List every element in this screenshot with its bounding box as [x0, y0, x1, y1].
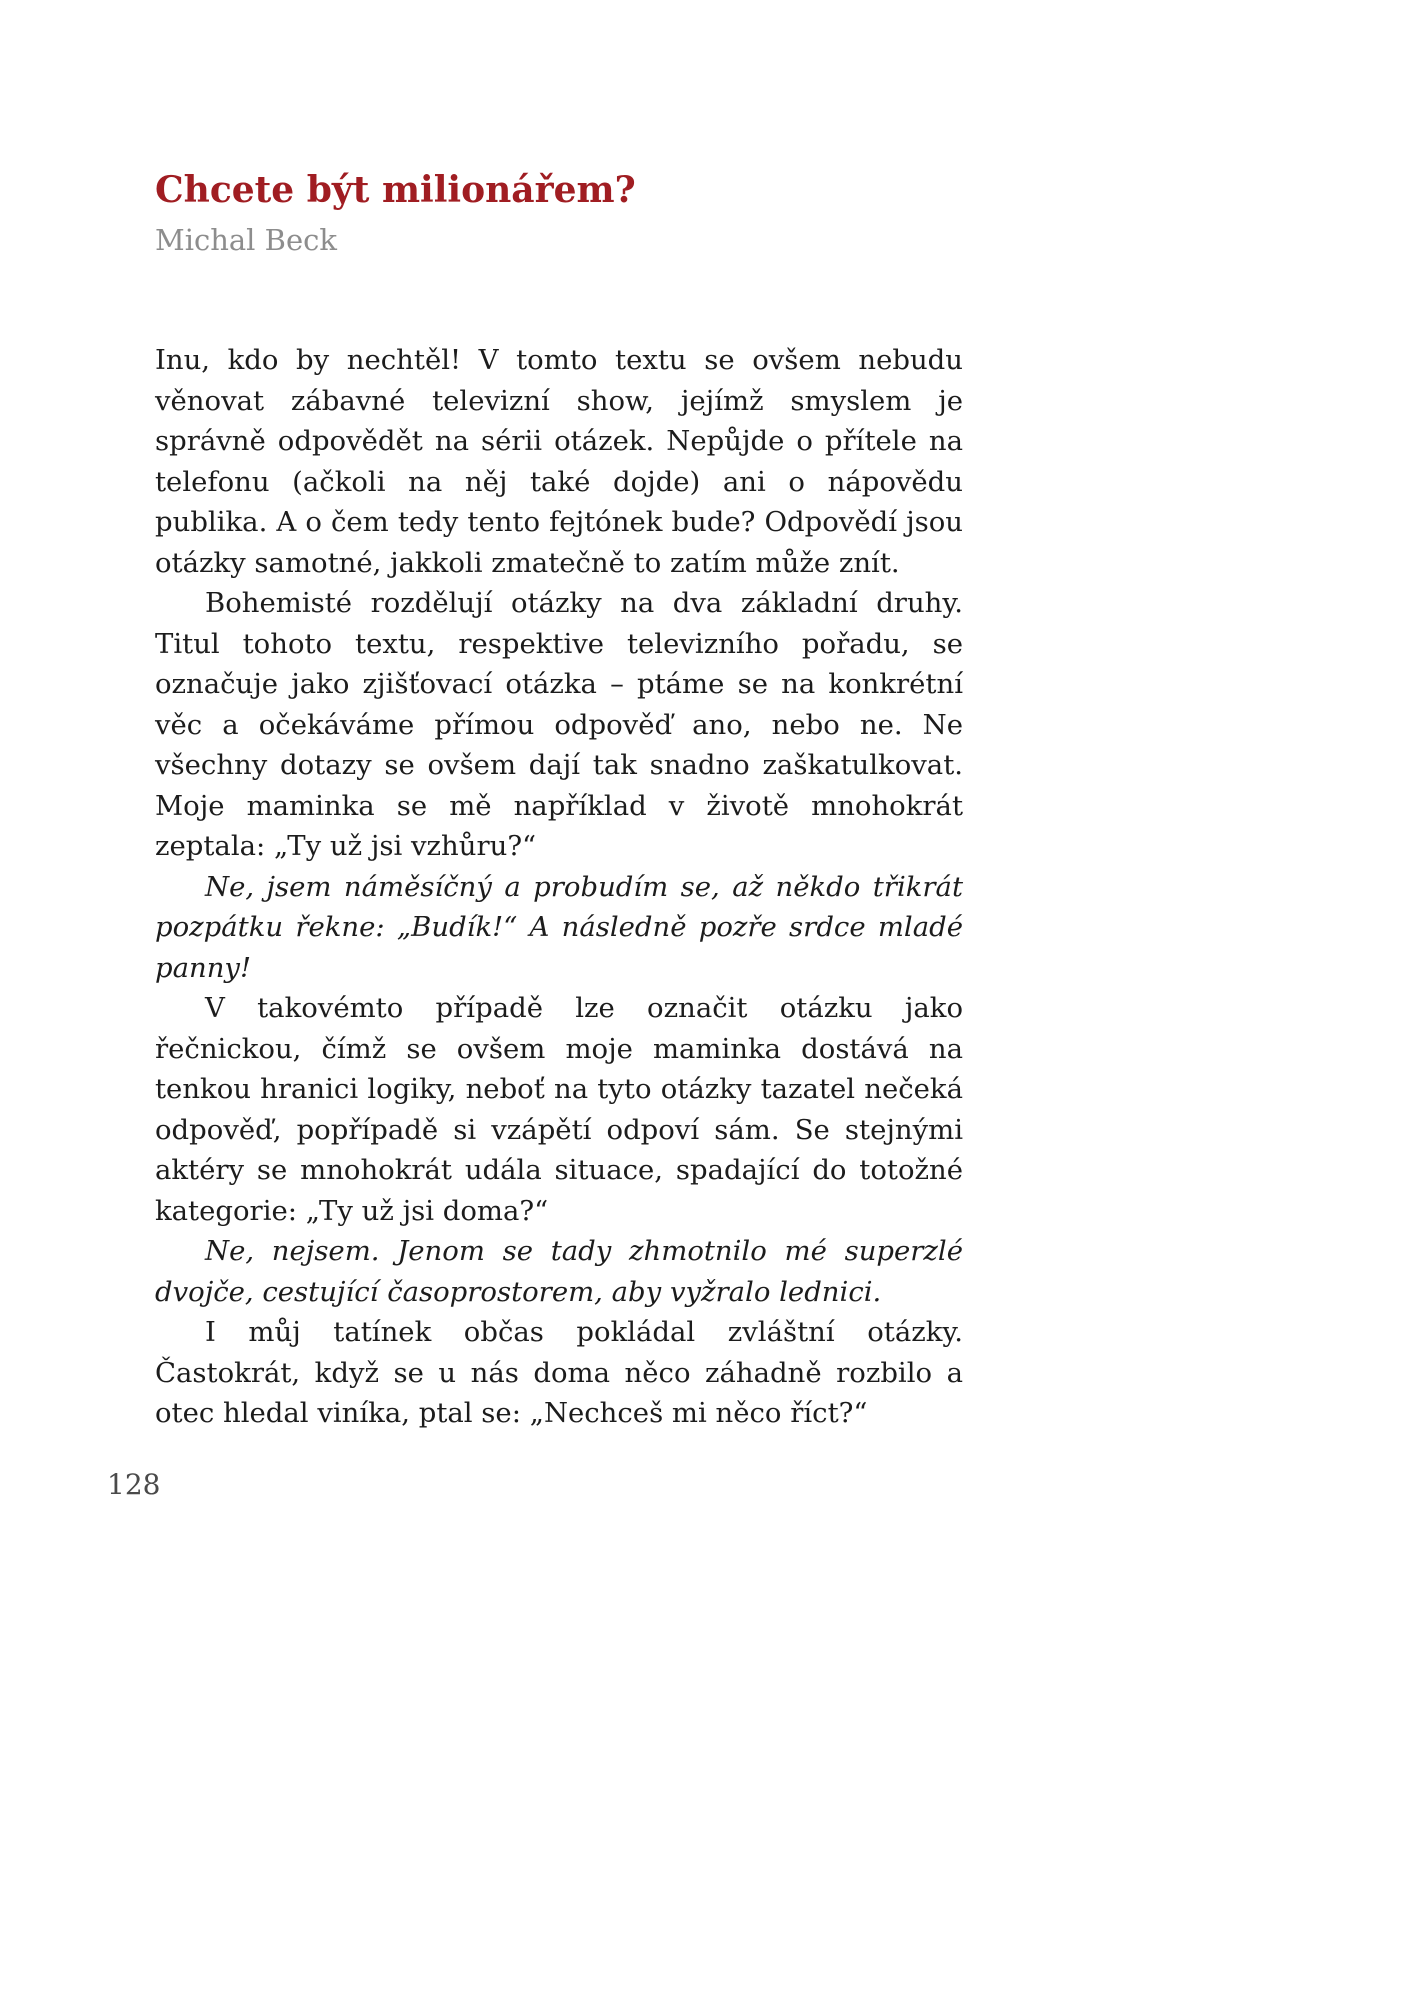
author-name: Michal Beck — [155, 223, 337, 258]
body-paragraph: Bohemisté rozdělují otázky na dva základní druhy. Titul tohoto textu, respektive televizního pořadu, se označuje jako zjišťovací otázka – ptáme se na konkrétní věc a očekáváme přímou odpověď ano, nebo ne. Ne všechny dotazy se ovšem dají tak snadno zaškatulkovat. Moje maminka se mě například v životě mnohokrát zeptala: „Ty už jsi vzhůru?“ — [155, 587, 963, 863]
page-title: Chcete být milionářem? — [155, 169, 636, 211]
page-number: 128 — [107, 1468, 161, 1501]
body-paragraph: Inu, kdo by nechtěl! V tomto textu se ovšem nebudu věnovat zábavné televizní show, jejímž smyslem je správně odpovědět na sérii otázek. Nepůjde o přítele na telefonu (ačkoli na něj také dojde) ani o nápovědu publika. A o čem tedy tento fejtónek bude? Odpovědí jsou otázky samotné, jakkoli zmatečně to zatím může znít. — [155, 344, 963, 579]
body-paragraph: I můj tatínek občas pokládal zvláštní otázky. Častokrát, když se u nás doma něco záhadně rozbilo a otec hledal viníka, ptal se: „Nechceš mi něco říct?“ — [155, 1316, 963, 1430]
body-paragraph-italic: Ne, jsem náměsíčný a probudím se, až někdo třikrát pozpátku řekne: „Budík!“ A následně pozře srdce mladé panny! — [155, 870, 963, 984]
body-text — [155, 340, 963, 1434]
body-paragraph-italic: Ne, nejsem. Jenom se tady zhmotnilo mé superzlé dvojče, cestující časoprostorem, aby vyžralo lednici. — [155, 1235, 963, 1308]
body-paragraph: V takovémto případě lze označit otázku jako řečnickou, čímž se ovšem moje maminka dostává na tenkou hranici logiky, neboť na tyto otázky tazatel nečeká odpověď, popřípadě si vzápětí odpoví sám. Se stejnými aktéry se mnohokrát udála situace, spadající do totožné kategorie: „Ty už jsi doma?“ — [155, 992, 963, 1227]
text-column — [155, 170, 963, 1434]
